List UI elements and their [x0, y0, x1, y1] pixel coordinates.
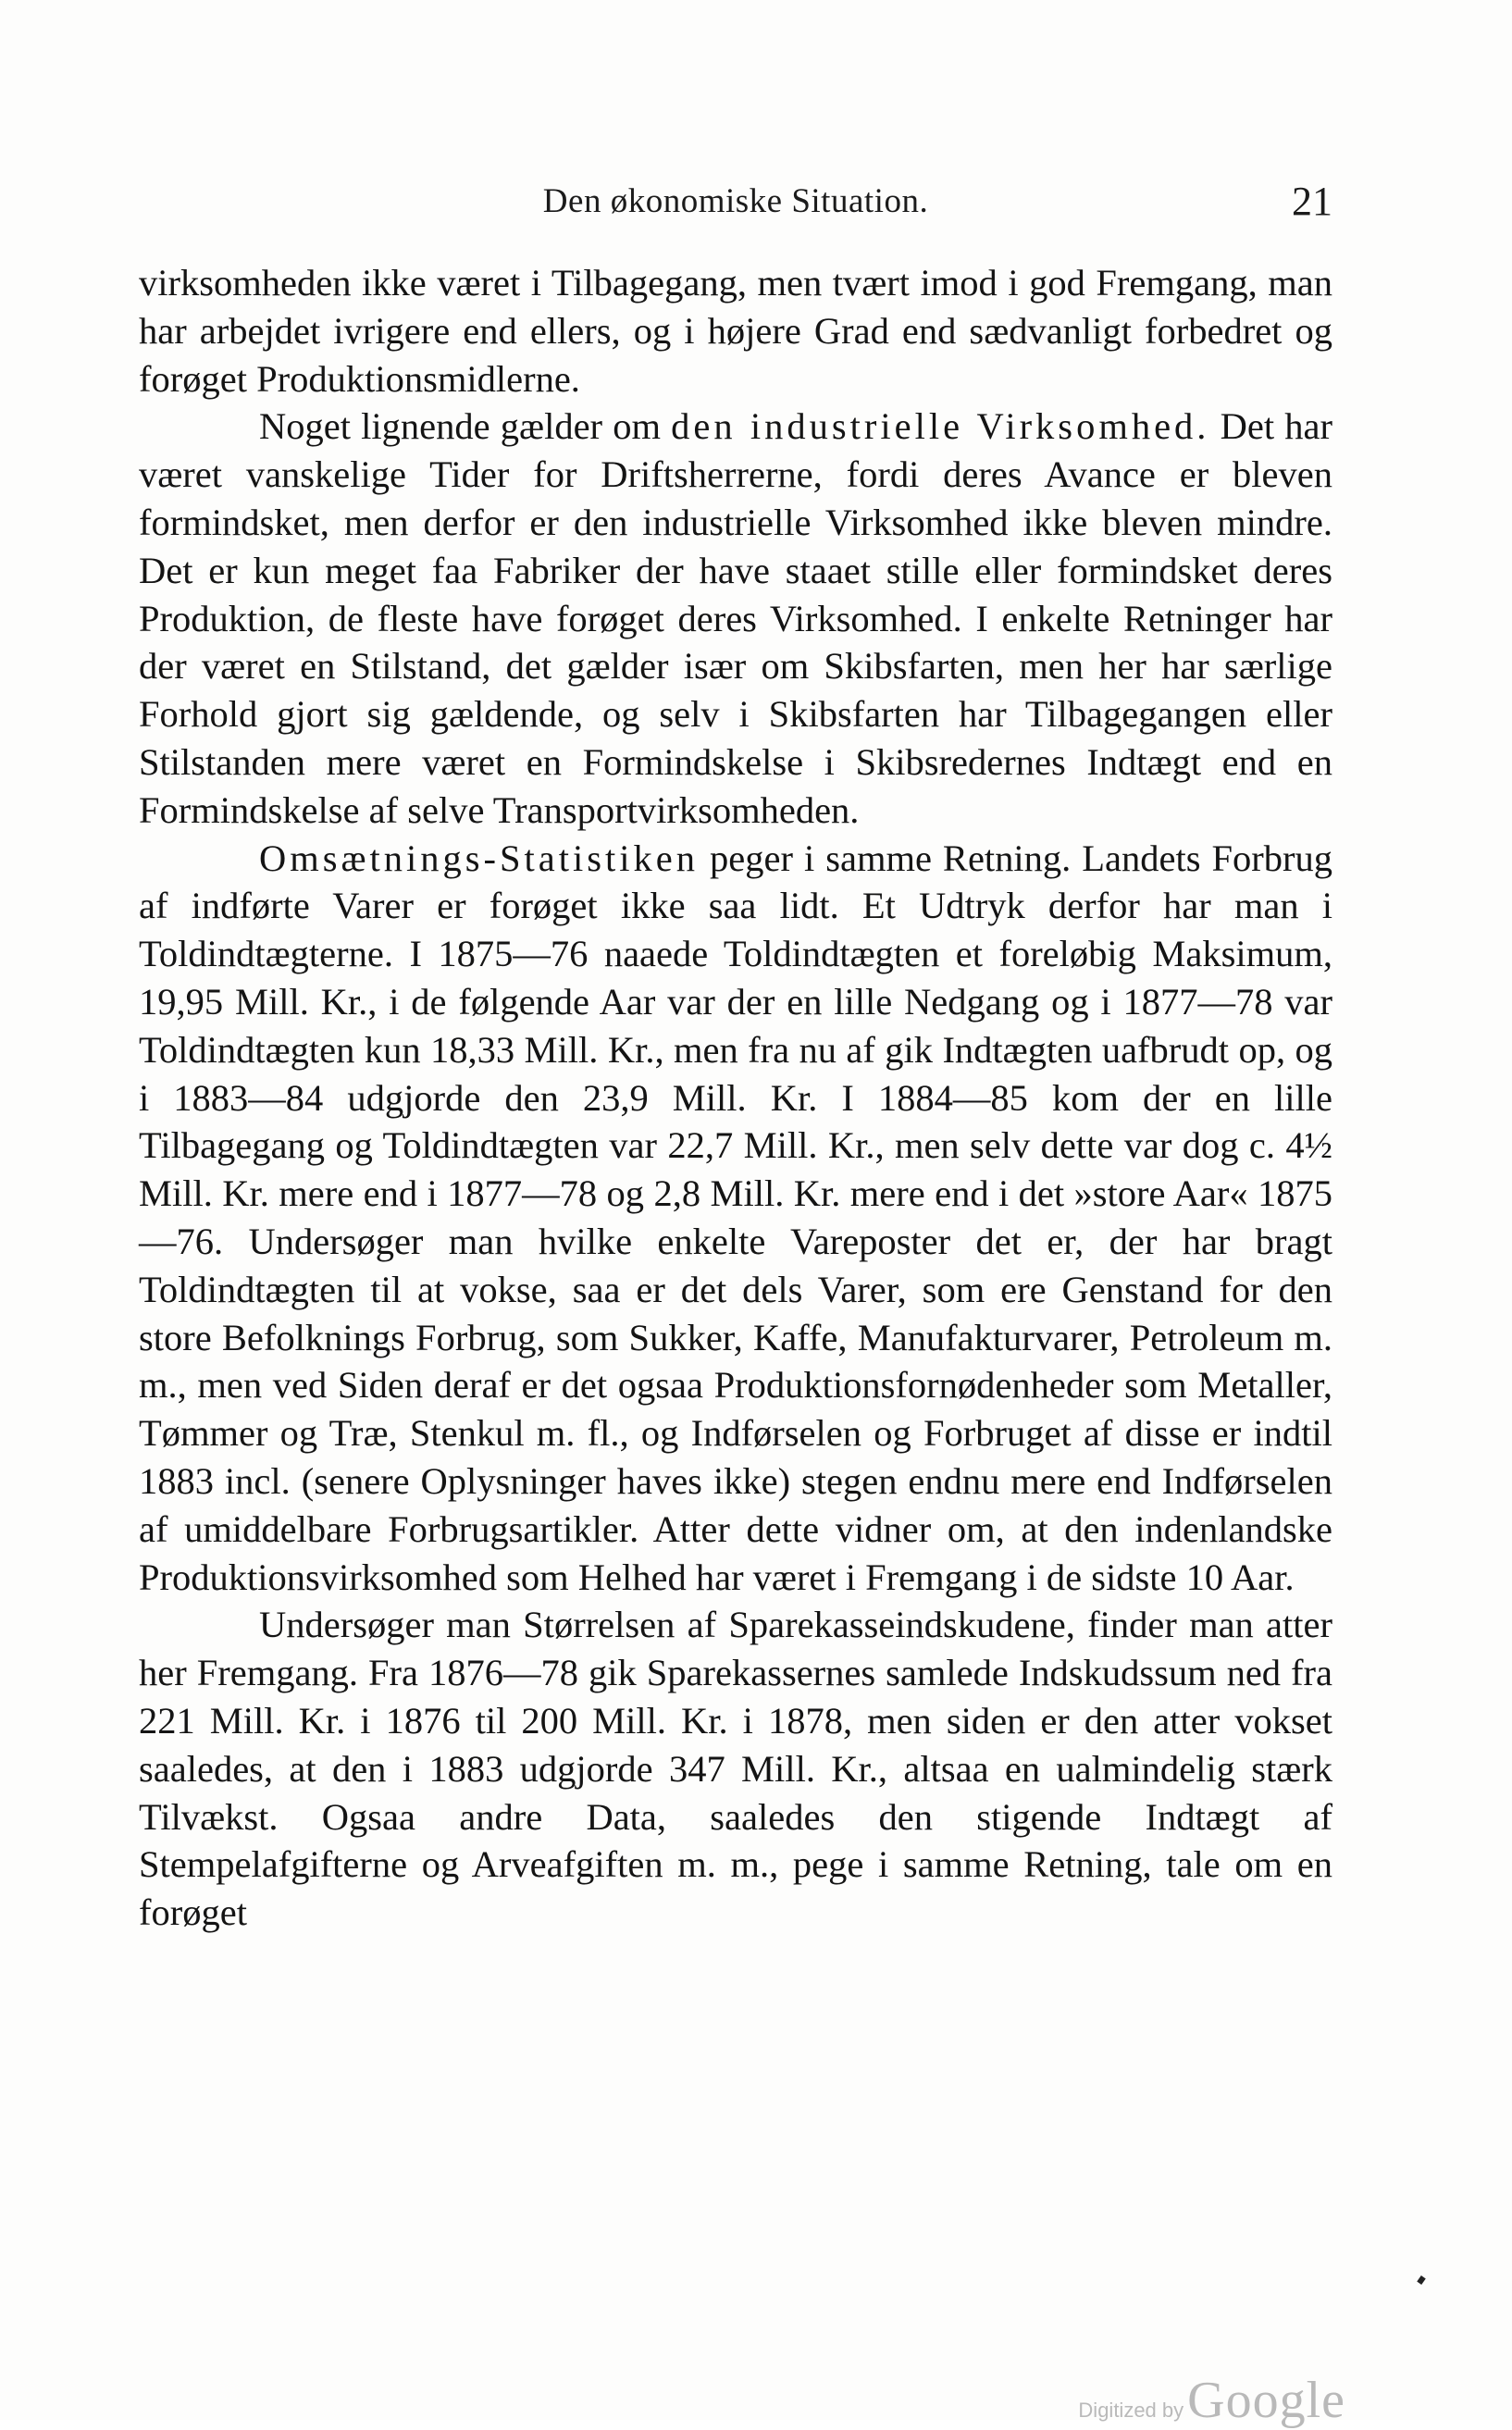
page-number: 21 — [1292, 179, 1332, 224]
running-head — [139, 181, 1332, 237]
paragraph-1: virksomheden ikke været i Tilbagegang, men tvært imod i god Fremgang, man har arbejdet ivrigere end ellers, og i højere Grad end sædvanligt forbedret og forøget Produktionsmidlerne. — [139, 262, 1332, 400]
paragraph-2-lead: Noget lignende gælder om — [259, 405, 672, 448]
paragraph-3-rest: peger i samme Retning. Landets Forbrug af indførte Varer er forøget ikke saa lidt. Et Udtryk derfor har man i Toldindtægterne. I 1875—76 naaede Toldindtægten et foreløbig Maksimum, 19,95 Mill. Kr., i de følgende Aar var der en lille Nedgang og i 1877—78 var Toldindtægten kun 18,33 Mill. Kr., men fra nu af gik Indtægten uafbrudt op, og i 1883—84 udgjorde den 23,9 Mill. Kr. I 1884—85 kom der en lille Tilbagegang og Toldindtægten var 22,7 Mill. Kr., men selv dette var dog c. 4½ Mill. Kr. mere end i 1877—78 og 2,8 Mill. Kr. mere end i det »store Aar« 1875—76. Undersøger man hvilke enkelte Vareposter det er, der har bragt Toldindtægten til at vokse, saa er det dels Varer, som ere Genstand for den store Befolknings Forbrug, som Sukker, Kaffe, Manufakturvarer, Petroleum m. m., men ved Siden deraf er det ogsaa Produktionsfornødenheder som Metaller, Tømmer og Træ, Stenkul m. fl., og Indførselen og Forbruget af disse er indtil 1883 incl. (senere Oplysninger haves ikke) stegen endnu mere end Indførselen af umiddelbare Forbrugsartikler. Atter dette vidner om, at den indenlandske Produktionsvirksomhed som Helhed har været i Fremgang i de sidste 10 Aar. — [139, 837, 1332, 1598]
body-text — [139, 259, 1332, 1937]
paragraph-2-spaced-phrase: den industrielle Virksomhed. — [671, 405, 1210, 448]
watermark-brand: Google — [1187, 2372, 1345, 2429]
watermark-prefix: Digitized by — [1078, 2399, 1184, 2422]
paragraph-4: Undersøger man Størrelsen af Sparekasseindskudene, finder man atter her Fremgang. Fra 1876—78 gik Sparekassernes samlede Indskudssum ned fra 221 Mill. Kr. i 1876 til 200 Mill. Kr. i 1878, men siden er den atter vokset saaledes, at den i 1883 udgjorde 347 Mill. Kr., altsaa en ualmindelig stærk Tilvækst. Ogsaa andre Data, saaledes den stigende Indtægt af Stempelafgifterne og Arveafgiften m. m., pege i samme Retning, tale om en forøget — [139, 1604, 1332, 1934]
paragraph-3-spaced-phrase: Omsætnings-Statistiken — [259, 837, 700, 879]
paragraph-2-rest: Det har været vanskelige Tider for Driftsherrerne, fordi deres Avance er bleven formindsket, men derfor er den industrielle Virksomhed ikke bleven mindre. Det er kun meget faa Fabriker der have staaet stille eller formindsket deres Produktion, de fleste have forøget deres Virksomhed. I enkelte Retninger har der været en Stilstand, det gælder især om Skibsfarten, men her har særlige Forhold gjort sig gældende, og selv i Skibsfarten har Tilbagegangen eller Stilstanden mere været en Formindskelse i Skibsredernes Indtægt end en Formindskelse af selve Transportvirksomheden. — [139, 405, 1332, 831]
digitized-watermark — [1078, 2371, 1345, 2429]
ink-mark — [1417, 2275, 1426, 2285]
paragraph-2 — [139, 403, 1332, 834]
paragraph-3 — [139, 835, 1332, 1602]
running-title: Den økonomiske Situation. — [542, 182, 929, 220]
